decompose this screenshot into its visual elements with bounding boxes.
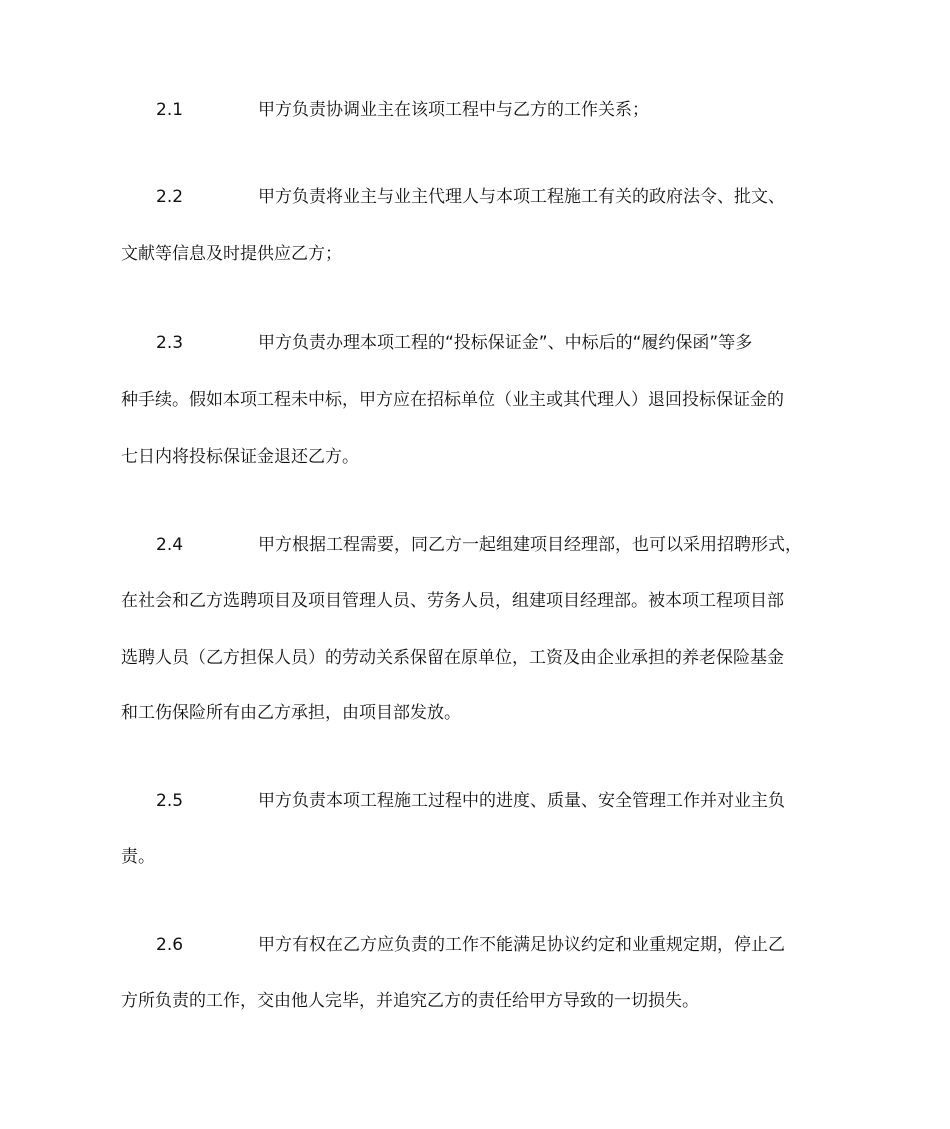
clause-number: 2.2 xyxy=(156,187,184,207)
clause-number: 2.5 xyxy=(156,791,184,811)
clause-number: 2.3 xyxy=(156,333,184,353)
clause-line: 方所负责的工作，交由他人完毕，并追究乙方的责任给甲方导致的一切损失。 xyxy=(121,991,699,1011)
clause-number: 2.4 xyxy=(156,535,184,555)
clause-line: 种手续。假如本项工程未中标，甲方应在招标单位（业主或其代理人）退回投标保证金的 xyxy=(121,390,784,410)
clause-line: 甲方根据工程需要，同乙方一起组建项目经理部，也可以采用招聘形式， xyxy=(258,535,802,555)
clause-line: 文献等信息及时提供应乙方； xyxy=(121,244,342,264)
clause-number: 2.1 xyxy=(156,100,184,120)
clause-line: 七日内将投标保证金退还乙方。 xyxy=(121,447,359,467)
clause-line: 甲方负责协调业主在该项工程中与乙方的工作关系； xyxy=(258,100,649,120)
clause-line: 责。 xyxy=(121,847,155,867)
clause-line: 甲方负责将业主与业主代理人与本项工程施工有关的政府法令、批文、 xyxy=(258,187,785,207)
clause-line: 甲方负责办理本项工程的“投标保证金”、中标后的“履约保函”等多 xyxy=(258,333,753,353)
clause-line: 甲方负责本项工程施工过程中的进度、质量、安全管理工作并对业主负 xyxy=(258,791,785,811)
clause-line: 在社会和乙方选聘项目及项目管理人员、劳务人员，组建项目经理部。被本项工程项目部 xyxy=(121,591,784,611)
clause-line: 和工伤保险所有由乙方承担，由项目部发放。 xyxy=(121,703,461,723)
clause-line: 甲方有权在乙方应负责的工作不能满足协议约定和业重规定期，停止乙 xyxy=(258,935,785,955)
clause-line: 选聘人员（乙方担保人员）的劳动关系保留在原单位，工资及由企业承担的养老保险基金 xyxy=(121,648,784,668)
clause-number: 2.6 xyxy=(156,935,184,955)
